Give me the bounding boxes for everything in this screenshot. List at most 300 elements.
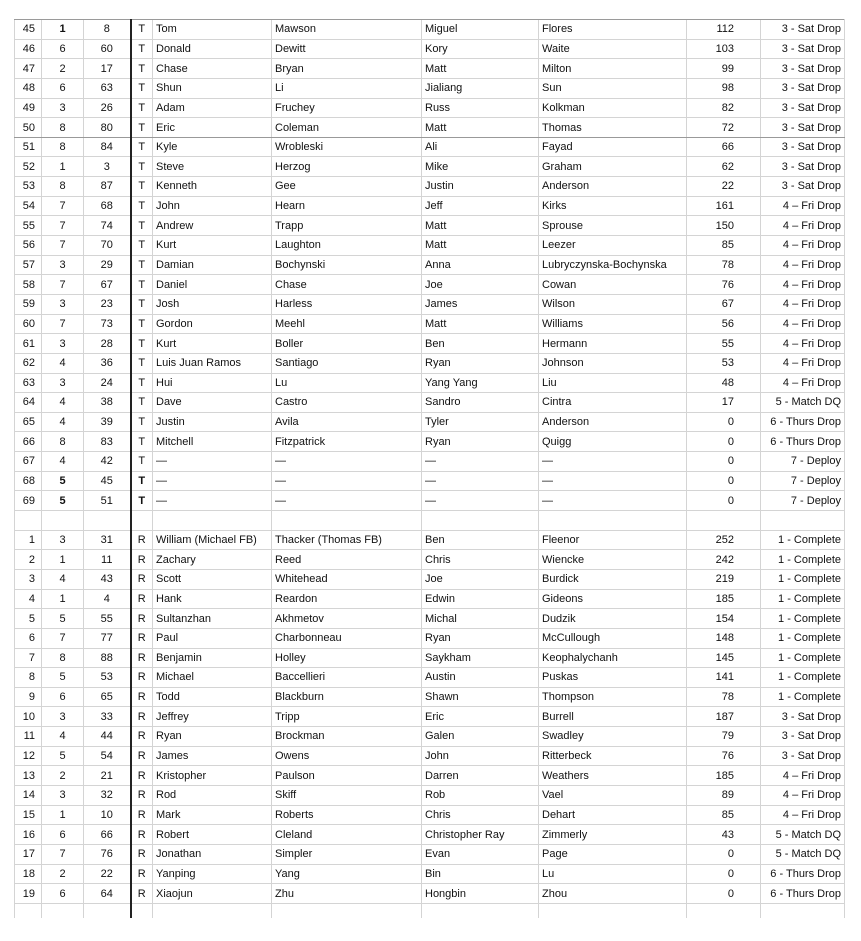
- last-name-1-cell: Thacker (Thomas FB): [272, 530, 422, 550]
- score-cell: 242: [687, 550, 761, 570]
- table-row: [15, 746, 845, 766]
- section-gap: [15, 511, 845, 531]
- group-cell: 4: [42, 452, 84, 472]
- first-name-2-cell: Hongbin: [422, 884, 539, 904]
- last-name-1-cell: Dewitt: [272, 39, 422, 59]
- last-name-2-cell: Graham: [539, 157, 687, 177]
- first-name-1-cell: Steve: [153, 157, 272, 177]
- status-cell: 4 – Fri Drop: [761, 785, 845, 805]
- table-row: [15, 805, 845, 825]
- last-name-2-cell: —: [539, 471, 687, 491]
- rank-cell: 19: [15, 884, 42, 904]
- last-name-1-cell: Bochynski: [272, 255, 422, 275]
- last-name-2-cell: Quigg: [539, 432, 687, 452]
- score-cell: 56: [687, 314, 761, 334]
- first-name-1-cell: Yanping: [153, 864, 272, 884]
- last-name-2-cell: Burdick: [539, 569, 687, 589]
- id-cell: 83: [84, 432, 131, 452]
- rank-cell: 12: [15, 746, 42, 766]
- score-cell: 0: [687, 884, 761, 904]
- type-cell: T: [131, 393, 153, 413]
- id-cell: 70: [84, 236, 131, 256]
- type-cell: T: [131, 216, 153, 236]
- last-name-1-cell: Harless: [272, 294, 422, 314]
- last-name-2-cell: Sun: [539, 78, 687, 98]
- id-cell: 39: [84, 412, 131, 432]
- table-row: [15, 353, 845, 373]
- first-name-1-cell: Mark: [153, 805, 272, 825]
- type-cell: R: [131, 884, 153, 904]
- last-name-2-cell: McCullough: [539, 628, 687, 648]
- group-cell: 3: [42, 373, 84, 393]
- first-name-2-cell: Rob: [422, 785, 539, 805]
- id-cell: 65: [84, 687, 131, 707]
- group-cell: 2: [42, 864, 84, 884]
- rank-cell: 14: [15, 785, 42, 805]
- status-cell: 3 - Sat Drop: [761, 78, 845, 98]
- rank-cell: 61: [15, 334, 42, 354]
- id-cell: 63: [84, 78, 131, 98]
- score-cell: 145: [687, 648, 761, 668]
- group-cell: 4: [42, 569, 84, 589]
- first-name-2-cell: Yang Yang: [422, 373, 539, 393]
- table-row: [15, 609, 845, 629]
- type-cell: T: [131, 118, 153, 138]
- last-name-1-cell: Coleman: [272, 118, 422, 138]
- group-cell: 4: [42, 353, 84, 373]
- status-cell: 3 - Sat Drop: [761, 157, 845, 177]
- rank-cell: 7: [15, 648, 42, 668]
- first-name-2-cell: Kory: [422, 39, 539, 59]
- status-cell: 4 – Fri Drop: [761, 805, 845, 825]
- first-name-2-cell: Ben: [422, 530, 539, 550]
- last-name-1-cell: Hearn: [272, 196, 422, 216]
- score-cell: 0: [687, 844, 761, 864]
- rank-cell: 3: [15, 569, 42, 589]
- status-cell: 4 – Fri Drop: [761, 255, 845, 275]
- last-name-2-cell: Waite: [539, 39, 687, 59]
- last-name-2-cell: Burrell: [539, 707, 687, 727]
- last-name-1-cell: Charbonneau: [272, 628, 422, 648]
- id-cell: 60: [84, 39, 131, 59]
- score-cell: 55: [687, 334, 761, 354]
- type-cell: T: [131, 157, 153, 177]
- type-cell: R: [131, 628, 153, 648]
- status-cell: 1 - Complete: [761, 550, 845, 570]
- first-name-1-cell: Justin: [153, 412, 272, 432]
- table-row: [15, 255, 845, 275]
- status-cell: 1 - Complete: [761, 687, 845, 707]
- score-cell: 78: [687, 255, 761, 275]
- status-cell: 4 – Fri Drop: [761, 294, 845, 314]
- id-cell: 33: [84, 707, 131, 727]
- score-cell: 78: [687, 687, 761, 707]
- group-cell: 4: [42, 393, 84, 413]
- score-cell: 99: [687, 59, 761, 79]
- score-cell: 66: [687, 137, 761, 157]
- first-name-2-cell: Chris: [422, 805, 539, 825]
- status-cell: 4 – Fri Drop: [761, 766, 845, 786]
- last-name-1-cell: Chase: [272, 275, 422, 295]
- rank-cell: 10: [15, 707, 42, 727]
- group-cell: 7: [42, 844, 84, 864]
- last-name-1-cell: Tripp: [272, 707, 422, 727]
- team-t-section: [15, 20, 845, 511]
- group-cell: 8: [42, 137, 84, 157]
- first-name-1-cell: Donald: [153, 39, 272, 59]
- table-row: [15, 491, 845, 511]
- first-name-2-cell: Bin: [422, 864, 539, 884]
- score-cell: 103: [687, 39, 761, 59]
- score-cell: 98: [687, 78, 761, 98]
- first-name-1-cell: Hui: [153, 373, 272, 393]
- type-cell: R: [131, 805, 153, 825]
- status-cell: 1 - Complete: [761, 530, 845, 550]
- rank-cell: 65: [15, 412, 42, 432]
- group-cell: 3: [42, 707, 84, 727]
- type-cell: R: [131, 825, 153, 845]
- status-cell: 1 - Complete: [761, 609, 845, 629]
- last-name-2-cell: Milton: [539, 59, 687, 79]
- table-row: [15, 569, 845, 589]
- id-cell: 3: [84, 157, 131, 177]
- score-cell: 252: [687, 530, 761, 550]
- last-name-2-cell: Gideons: [539, 589, 687, 609]
- score-cell: 0: [687, 471, 761, 491]
- status-cell: 4 – Fri Drop: [761, 373, 845, 393]
- group-cell: 7: [42, 196, 84, 216]
- type-cell: T: [131, 255, 153, 275]
- type-cell: T: [131, 137, 153, 157]
- table-row: [15, 393, 845, 413]
- last-name-2-cell: Page: [539, 844, 687, 864]
- last-name-2-cell: Lu: [539, 864, 687, 884]
- group-cell: 6: [42, 687, 84, 707]
- id-cell: 36: [84, 353, 131, 373]
- first-name-1-cell: William (Michael FB): [153, 530, 272, 550]
- last-name-1-cell: Reardon: [272, 589, 422, 609]
- last-name-1-cell: Meehl: [272, 314, 422, 334]
- last-name-2-cell: —: [539, 452, 687, 472]
- first-name-1-cell: Paul: [153, 628, 272, 648]
- type-cell: T: [131, 491, 153, 511]
- table-row: [15, 118, 845, 138]
- table-row: [15, 373, 845, 393]
- rank-cell: 51: [15, 137, 42, 157]
- group-cell: 1: [42, 550, 84, 570]
- last-name-1-cell: Wrobleski: [272, 137, 422, 157]
- status-cell: 4 – Fri Drop: [761, 275, 845, 295]
- team-r-section: [15, 530, 845, 903]
- last-name-1-cell: Santiago: [272, 353, 422, 373]
- type-cell: R: [131, 844, 153, 864]
- id-cell: 32: [84, 785, 131, 805]
- results-table: [14, 19, 845, 918]
- rank-cell: 13: [15, 766, 42, 786]
- status-cell: 7 - Deploy: [761, 471, 845, 491]
- score-cell: 22: [687, 177, 761, 197]
- first-name-1-cell: Todd: [153, 687, 272, 707]
- type-cell: R: [131, 530, 153, 550]
- table-row: [15, 530, 845, 550]
- first-name-2-cell: Justin: [422, 177, 539, 197]
- first-name-2-cell: Darren: [422, 766, 539, 786]
- status-cell: 7 - Deploy: [761, 452, 845, 472]
- status-cell: 1 - Complete: [761, 668, 845, 688]
- table-row: [15, 216, 845, 236]
- status-cell: 3 - Sat Drop: [761, 118, 845, 138]
- last-name-2-cell: Leezer: [539, 236, 687, 256]
- type-cell: R: [131, 746, 153, 766]
- status-cell: 3 - Sat Drop: [761, 707, 845, 727]
- type-cell: T: [131, 98, 153, 118]
- status-cell: 1 - Complete: [761, 648, 845, 668]
- last-name-1-cell: Holley: [272, 648, 422, 668]
- last-name-2-cell: Anderson: [539, 412, 687, 432]
- results-sheet: [14, 19, 844, 918]
- id-cell: 11: [84, 550, 131, 570]
- id-cell: 73: [84, 314, 131, 334]
- score-cell: 53: [687, 353, 761, 373]
- last-name-1-cell: —: [272, 452, 422, 472]
- first-name-1-cell: Hank: [153, 589, 272, 609]
- first-name-1-cell: Jeffrey: [153, 707, 272, 727]
- first-name-2-cell: Ben: [422, 334, 539, 354]
- id-cell: 24: [84, 373, 131, 393]
- rank-cell: 45: [15, 20, 42, 40]
- last-name-1-cell: Mawson: [272, 20, 422, 40]
- last-name-2-cell: Anderson: [539, 177, 687, 197]
- score-cell: 89: [687, 785, 761, 805]
- first-name-2-cell: Shawn: [422, 687, 539, 707]
- last-name-2-cell: Cintra: [539, 393, 687, 413]
- group-cell: 1: [42, 157, 84, 177]
- first-name-2-cell: Christopher Ray: [422, 825, 539, 845]
- status-cell: 4 – Fri Drop: [761, 314, 845, 334]
- type-cell: T: [131, 373, 153, 393]
- group-cell: 7: [42, 314, 84, 334]
- type-cell: T: [131, 452, 153, 472]
- last-name-1-cell: Castro: [272, 393, 422, 413]
- id-cell: 4: [84, 589, 131, 609]
- type-cell: R: [131, 707, 153, 727]
- type-cell: R: [131, 648, 153, 668]
- type-cell: T: [131, 78, 153, 98]
- last-name-2-cell: Dehart: [539, 805, 687, 825]
- rank-cell: 5: [15, 609, 42, 629]
- first-name-2-cell: Matt: [422, 118, 539, 138]
- type-cell: R: [131, 766, 153, 786]
- last-name-1-cell: Paulson: [272, 766, 422, 786]
- rank-cell: 4: [15, 589, 42, 609]
- first-name-1-cell: Eric: [153, 118, 272, 138]
- id-cell: 28: [84, 334, 131, 354]
- table-row: [15, 78, 845, 98]
- id-cell: 74: [84, 216, 131, 236]
- first-name-2-cell: —: [422, 452, 539, 472]
- score-cell: 112: [687, 20, 761, 40]
- type-cell: T: [131, 432, 153, 452]
- last-name-1-cell: Brockman: [272, 727, 422, 747]
- type-cell: T: [131, 412, 153, 432]
- last-name-1-cell: Fitzpatrick: [272, 432, 422, 452]
- last-name-2-cell: Lubryczynska-Bochynska: [539, 255, 687, 275]
- table-row: [15, 668, 845, 688]
- group-cell: 8: [42, 177, 84, 197]
- status-cell: 6 - Thurs Drop: [761, 412, 845, 432]
- group-cell: 1: [42, 589, 84, 609]
- type-cell: T: [131, 314, 153, 334]
- status-cell: 3 - Sat Drop: [761, 177, 845, 197]
- last-name-2-cell: Wiencke: [539, 550, 687, 570]
- table-row: [15, 236, 845, 256]
- group-cell: 6: [42, 39, 84, 59]
- group-cell: 8: [42, 432, 84, 452]
- score-cell: 76: [687, 746, 761, 766]
- first-name-2-cell: Saykham: [422, 648, 539, 668]
- id-cell: 68: [84, 196, 131, 216]
- first-name-2-cell: Edwin: [422, 589, 539, 609]
- first-name-2-cell: Jeff: [422, 196, 539, 216]
- last-name-2-cell: Fleenor: [539, 530, 687, 550]
- score-cell: 0: [687, 412, 761, 432]
- id-cell: 22: [84, 864, 131, 884]
- type-cell: R: [131, 609, 153, 629]
- last-name-1-cell: Li: [272, 78, 422, 98]
- group-cell: 1: [42, 20, 84, 40]
- status-cell: 7 - Deploy: [761, 491, 845, 511]
- type-cell: T: [131, 294, 153, 314]
- group-cell: 3: [42, 255, 84, 275]
- first-name-2-cell: Chris: [422, 550, 539, 570]
- score-cell: 0: [687, 432, 761, 452]
- last-name-1-cell: Reed: [272, 550, 422, 570]
- table-row: [15, 471, 845, 491]
- score-cell: 82: [687, 98, 761, 118]
- table-row: [15, 39, 845, 59]
- id-cell: 55: [84, 609, 131, 629]
- id-cell: 26: [84, 98, 131, 118]
- group-cell: 5: [42, 471, 84, 491]
- first-name-1-cell: Robert: [153, 825, 272, 845]
- group-cell: 7: [42, 275, 84, 295]
- type-cell: T: [131, 196, 153, 216]
- type-cell: T: [131, 59, 153, 79]
- last-name-2-cell: Sprouse: [539, 216, 687, 236]
- table-row: [15, 628, 845, 648]
- table-row: [15, 707, 845, 727]
- first-name-1-cell: —: [153, 491, 272, 511]
- id-cell: 54: [84, 746, 131, 766]
- first-name-1-cell: Josh: [153, 294, 272, 314]
- rank-cell: 16: [15, 825, 42, 845]
- first-name-2-cell: Joe: [422, 275, 539, 295]
- first-name-1-cell: Daniel: [153, 275, 272, 295]
- score-cell: 85: [687, 805, 761, 825]
- last-name-2-cell: Ritterbeck: [539, 746, 687, 766]
- type-cell: T: [131, 275, 153, 295]
- first-name-1-cell: Dave: [153, 393, 272, 413]
- table-row: [15, 334, 845, 354]
- table-row: [15, 196, 845, 216]
- table-row: [15, 727, 845, 747]
- id-cell: 21: [84, 766, 131, 786]
- first-name-1-cell: Kurt: [153, 236, 272, 256]
- last-name-2-cell: Thomas: [539, 118, 687, 138]
- rank-cell: 48: [15, 78, 42, 98]
- last-name-2-cell: Thompson: [539, 687, 687, 707]
- rank-cell: 50: [15, 118, 42, 138]
- last-name-2-cell: Wilson: [539, 294, 687, 314]
- first-name-1-cell: Adam: [153, 98, 272, 118]
- table-row: [15, 314, 845, 334]
- score-cell: 0: [687, 491, 761, 511]
- last-name-1-cell: Cleland: [272, 825, 422, 845]
- score-cell: 148: [687, 628, 761, 648]
- group-cell: 5: [42, 609, 84, 629]
- last-name-1-cell: Bryan: [272, 59, 422, 79]
- last-name-1-cell: Laughton: [272, 236, 422, 256]
- last-name-1-cell: Owens: [272, 746, 422, 766]
- first-name-1-cell: Chase: [153, 59, 272, 79]
- last-name-2-cell: Fayad: [539, 137, 687, 157]
- table-row: [15, 432, 845, 452]
- table-row: [15, 785, 845, 805]
- group-cell: 4: [42, 412, 84, 432]
- last-name-2-cell: Weathers: [539, 766, 687, 786]
- status-cell: 6 - Thurs Drop: [761, 884, 845, 904]
- table-row: [15, 844, 845, 864]
- group-cell: 5: [42, 491, 84, 511]
- first-name-1-cell: Kurt: [153, 334, 272, 354]
- status-cell: 1 - Complete: [761, 589, 845, 609]
- first-name-1-cell: Kyle: [153, 137, 272, 157]
- rank-cell: 18: [15, 864, 42, 884]
- first-name-1-cell: John: [153, 196, 272, 216]
- last-name-2-cell: Hermann: [539, 334, 687, 354]
- group-cell: 7: [42, 216, 84, 236]
- id-cell: 76: [84, 844, 131, 864]
- first-name-1-cell: Kenneth: [153, 177, 272, 197]
- first-name-1-cell: Gordon: [153, 314, 272, 334]
- last-name-1-cell: Skiff: [272, 785, 422, 805]
- table-row: [15, 294, 845, 314]
- group-cell: 5: [42, 668, 84, 688]
- status-cell: 3 - Sat Drop: [761, 20, 845, 40]
- status-cell: 5 - Match DQ: [761, 844, 845, 864]
- table-row: [15, 98, 845, 118]
- type-cell: T: [131, 471, 153, 491]
- rank-cell: 11: [15, 727, 42, 747]
- group-cell: 5: [42, 746, 84, 766]
- id-cell: 87: [84, 177, 131, 197]
- id-cell: 88: [84, 648, 131, 668]
- status-cell: 3 - Sat Drop: [761, 727, 845, 747]
- group-cell: 8: [42, 118, 84, 138]
- first-name-1-cell: Shun: [153, 78, 272, 98]
- rank-cell: 67: [15, 452, 42, 472]
- score-cell: 0: [687, 452, 761, 472]
- status-cell: 3 - Sat Drop: [761, 746, 845, 766]
- last-name-2-cell: Zimmerly: [539, 825, 687, 845]
- status-cell: 5 - Match DQ: [761, 393, 845, 413]
- id-cell: 38: [84, 393, 131, 413]
- score-cell: 72: [687, 118, 761, 138]
- first-name-2-cell: Jialiang: [422, 78, 539, 98]
- group-cell: 2: [42, 59, 84, 79]
- group-cell: 7: [42, 236, 84, 256]
- group-cell: 3: [42, 294, 84, 314]
